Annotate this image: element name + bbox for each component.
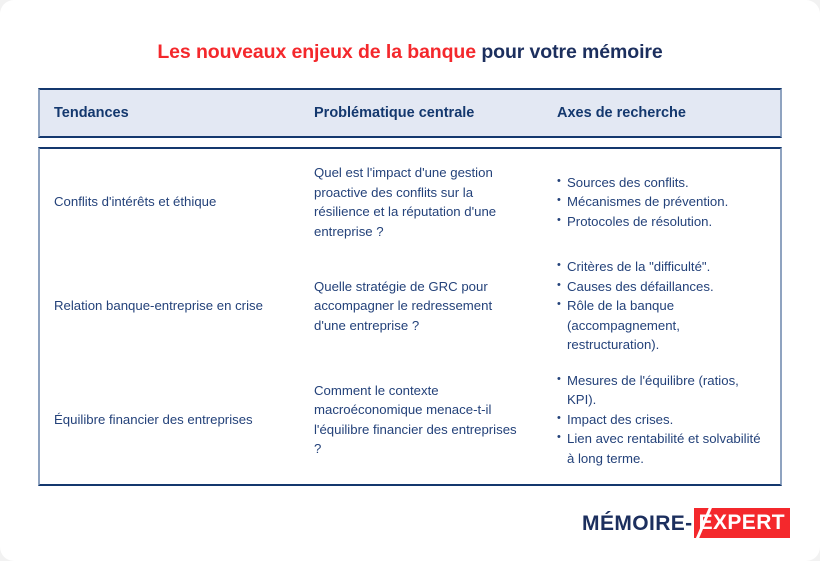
page-title-highlight: Les nouveaux enjeux de la banque <box>157 41 476 64</box>
page-title-rest: pour votre mémoire <box>476 41 663 64</box>
list-item: • Impact des crises. <box>557 410 768 430</box>
axes-list <box>557 173 768 232</box>
list-item: • Critères de la "difficulté". <box>557 257 768 277</box>
axes-list <box>557 371 768 469</box>
cell-axes <box>543 249 784 363</box>
list-item: • Protocoles de résolution. <box>557 212 768 232</box>
axes-list <box>557 257 768 355</box>
table-row <box>40 155 780 249</box>
logo-word-expert: EXPERT <box>698 511 785 534</box>
list-item: • Lien avec rentabilité et solvabilité à long terme. <box>557 429 768 468</box>
column-header-tendances: Tendances <box>54 105 129 121</box>
list-item: • Mesures de l'équilibre (ratios, KPI). <box>557 371 768 410</box>
list-item: • Rôle de la banque (accompagnement, restructuration). <box>557 296 768 355</box>
logo-word-memoire: MÉMOIRE- <box>582 511 693 535</box>
table-row <box>40 363 780 477</box>
list-item: • Sources des conflits. <box>557 173 768 193</box>
page-title <box>0 41 820 64</box>
trends-table <box>38 88 782 486</box>
cell-axes <box>543 165 784 240</box>
column-header-axes: Axes de recherche <box>557 105 686 121</box>
memoire-expert-logo <box>582 509 790 537</box>
cell-tendance: Relation banque-entreprise en crise <box>54 298 263 314</box>
cell-tendance: Conflits d'intérêts et éthique <box>54 194 217 210</box>
logo-badge-expert <box>694 508 790 538</box>
cell-problematique: Quelle stratégie de GRC pour accompagner le redressement d'une entreprise ? <box>314 278 493 333</box>
table-row <box>40 249 780 363</box>
cell-problematique: Comment le contexte macroéconomique menace-t-il l'équilibre financier des entreprises ? <box>314 382 517 457</box>
cell-axes <box>543 363 784 477</box>
cell-problematique: Quel est l'impact d'une gestion proactive des conflits sur la résilience et la réputation d'une entreprise ? <box>314 165 497 239</box>
cell-tendance: Équilibre financier des entreprises <box>54 411 253 427</box>
table-body <box>38 147 782 486</box>
list-item: • Mécanismes de prévention. <box>557 192 768 212</box>
table-header-row <box>38 88 782 138</box>
list-item: • Causes des défaillances. <box>557 277 768 297</box>
column-header-problematique: Problématique centrale <box>314 105 475 121</box>
